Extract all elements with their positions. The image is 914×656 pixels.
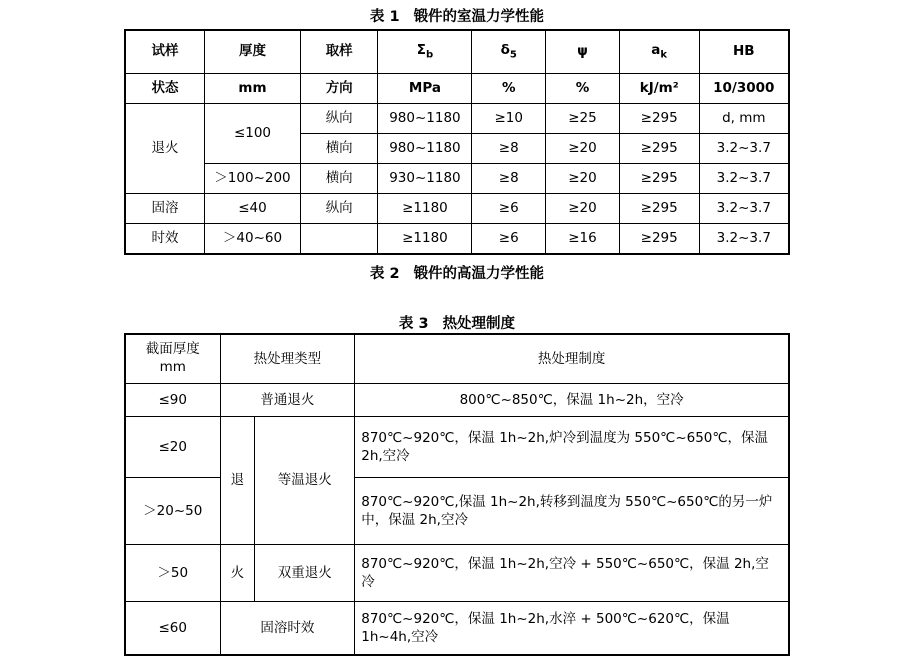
table3-cell-type: 固溶时效 — [220, 602, 355, 656]
table3-cell-regime: 870℃~920℃，保温 1h~2h,空冷 + 550℃~650℃，保温 2h,空冷 — [355, 545, 789, 602]
table1-cell-delta: ≥8 — [472, 134, 546, 164]
table3-caption-title: 热处理制度 — [442, 316, 516, 332]
table3-cell-thickness: ＞20~50 — [125, 478, 220, 545]
table-row — [125, 224, 789, 255]
table1-cell-sigma: 980~1180 — [378, 104, 472, 134]
table1-cell-hb: 3.2~3.7 — [699, 164, 789, 194]
table1-cell-thickness: ＞40~60 — [205, 224, 301, 255]
table2-caption-prefix: 表 2 — [369, 266, 400, 282]
table3-cell-thickness: ≤20 — [125, 417, 220, 478]
table1-cell-direction: 纵向 — [300, 194, 378, 224]
table1-cell-hb: 3.2~3.7 — [699, 134, 789, 164]
table1-cell-hb: 3.2~3.7 — [699, 224, 789, 255]
table1-header-cell: HB — [699, 30, 789, 74]
table1-cell-ak: ≥295 — [619, 224, 699, 255]
table1-cell-direction: 纵向 — [300, 104, 378, 134]
table1-cell-direction — [300, 224, 378, 255]
table1-cell-sigma: 980~1180 — [378, 134, 472, 164]
table3-cell-type: 等温退火 — [255, 417, 355, 545]
table1-header-cell-hb-extra: d, mm — [699, 104, 789, 134]
table-row — [125, 384, 789, 417]
table1-header-cell-unit: kJ/m² — [619, 74, 699, 104]
table1-cell-state-annealed: 退火 — [125, 104, 205, 194]
table1-header-cell: 取样 — [300, 30, 378, 74]
table1-header-cell-unit: % — [472, 74, 546, 104]
table1-caption-title: 锻件的室温力学性能 — [413, 9, 545, 25]
table1-cell-ak: ≥295 — [619, 164, 699, 194]
table3-cell-regime: 800℃~850℃，保温 1h~2h，空冷 — [355, 384, 789, 417]
table-row — [125, 194, 789, 224]
table3-cell-thickness: ＞50 — [125, 545, 220, 602]
table1-header-cell: ψ — [546, 30, 620, 74]
table1-cell-sigma: ≥1180 — [378, 224, 472, 255]
table1-cell-ak: ≥295 — [619, 104, 699, 134]
table3-header-type: 热处理类型 — [220, 334, 355, 384]
table-row — [125, 602, 789, 656]
table1-cell-sigma: ≥1180 — [378, 194, 472, 224]
table1-header-cell-unit: % — [546, 74, 620, 104]
table1-cell-thickness: ≤100 — [205, 104, 301, 164]
table1-cell-thickness: ≤40 — [205, 194, 301, 224]
table1-cell-psi: ≥20 — [546, 164, 620, 194]
table-row-header — [125, 334, 789, 384]
table1-cell-psi: ≥16 — [546, 224, 620, 255]
table1-header-cell-unit: mm — [205, 74, 301, 104]
table-row-header-extra — [125, 104, 789, 134]
table1-cell-delta: ≥8 — [472, 164, 546, 194]
table1-cell-psi: ≥20 — [546, 194, 620, 224]
table1-header-cell-unit: MPa — [378, 74, 472, 104]
table1-cell-delta: ≥10 — [472, 104, 546, 134]
table1-cell-thickness: ＞100~200 — [205, 164, 301, 194]
table-heat-treatment-regime — [124, 333, 790, 656]
table1-cell-direction: 横向 — [300, 164, 378, 194]
table1-header-cell: $\Sigma_b$ — [378, 30, 472, 74]
table1-cell-direction: 横向 — [300, 134, 378, 164]
table2-caption — [0, 262, 914, 283]
table1-cell-state-aging: 时效 — [125, 224, 205, 255]
table3-group-label-anneal-2: 火 — [220, 545, 255, 602]
table1-header-cell: $a_k$ — [619, 30, 699, 74]
table1-header-cell-unit: 状态 — [125, 74, 205, 104]
table-row — [125, 545, 789, 602]
table1-cell-delta: ≥6 — [472, 224, 546, 255]
table1-cell-sigma: 930~1180 — [378, 164, 472, 194]
table1-cell-hb: 3.2~3.7 — [699, 194, 789, 224]
table1-cell-ak: ≥295 — [619, 194, 699, 224]
table3-cell-thickness: ≤60 — [125, 602, 220, 656]
table3-group-label-anneal-1: 退 — [220, 417, 255, 545]
table-row — [125, 417, 789, 478]
table-row — [125, 164, 789, 194]
table1-caption-prefix: 表 1 — [369, 9, 400, 25]
table1-cell-state-solution: 固溶 — [125, 194, 205, 224]
table3-cell-regime: 870℃~920℃，保温 1h~2h,水淬 + 500℃~620℃，保温 1h~4h,空冷 — [355, 602, 789, 656]
table-row-header-units — [125, 74, 789, 104]
table3-cell-type: 双重退火 — [255, 545, 355, 602]
table-room-temp-properties — [124, 29, 790, 255]
table3-header-thickness: 截面厚度 mm — [125, 334, 220, 384]
table1-cell-delta: ≥6 — [472, 194, 546, 224]
table3-cell-thickness: ≤90 — [125, 384, 220, 417]
table2-caption-title: 锻件的高温力学性能 — [413, 266, 545, 282]
table1-cell-ak: ≥295 — [619, 134, 699, 164]
table1-header-cell-unit: 10/3000 — [699, 74, 789, 104]
table1-cell-psi: ≥20 — [546, 134, 620, 164]
table1-header-cell-unit: 方向 — [300, 74, 378, 104]
table-row-header — [125, 30, 789, 74]
table1-cell-psi: ≥25 — [546, 104, 620, 134]
table3-cell-type: 普通退火 — [220, 384, 355, 417]
table1-header-cell: $\delta_5$ — [472, 30, 546, 74]
table3-header-regime: 热处理制度 — [355, 334, 789, 384]
table3-cell-regime: 870℃~920℃,保温 1h~2h,转移到温度为 550℃~650℃的另一炉中，保温 2h,空冷 — [355, 478, 789, 545]
table1-caption — [0, 5, 914, 26]
table1-header-cell: 试样 — [125, 30, 205, 74]
table1-header-cell: 厚度 — [205, 30, 301, 74]
table3-cell-regime: 870℃~920℃，保温 1h~2h,炉冷到温度为 550℃~650℃，保温 2h,空冷 — [355, 417, 789, 478]
table3-caption-prefix: 表 3 — [398, 316, 429, 332]
table3-caption — [0, 312, 914, 333]
